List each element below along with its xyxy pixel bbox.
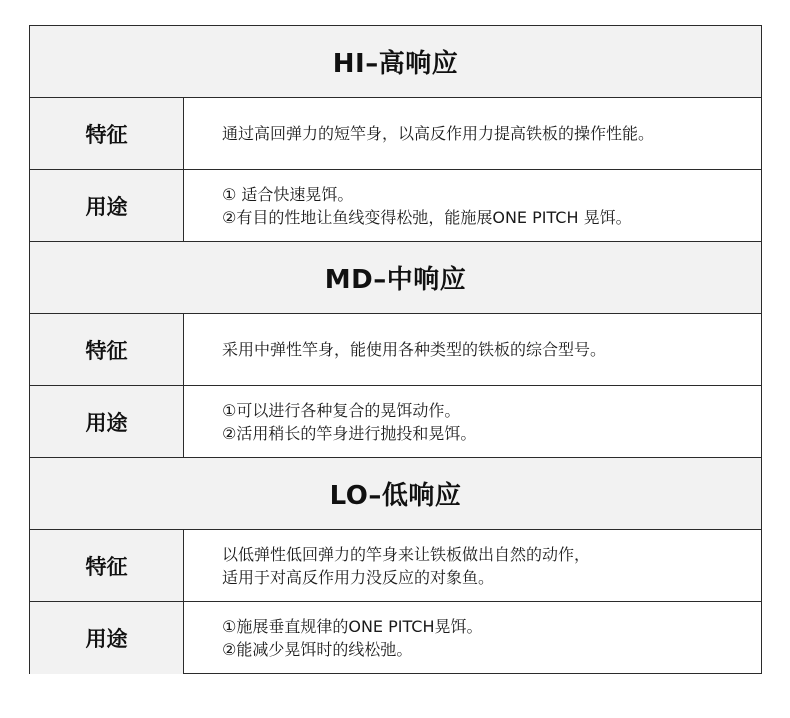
usage-row-hi [30,170,761,242]
section-title-row-md [30,242,761,314]
feature-text-line: 通过高回弹力的短竿身，以高反作用力提高铁板的操作性能。 [222,124,655,143]
feature-row-hi [30,98,761,170]
usage-text-line: ②能减少晃饵时的线松弛。 [222,640,413,659]
feature-content-cell [184,98,761,169]
usage-content-cell [184,386,761,457]
section-title-md: MD–中响应 [324,265,467,295]
usage-row-lo [30,602,761,674]
section-title-row-hi [30,26,761,98]
feature-content-cell [184,314,761,385]
usage-label: 用途 [85,410,128,435]
feature-content-cell [184,530,761,601]
usage-label-cell [30,386,184,457]
usage-label-cell [30,170,184,241]
usage-text-line: ②活用稍长的竿身进行抛投和晃饵。 [222,423,477,443]
section-title-row-lo [30,458,761,530]
feature-label: 特征 [85,554,128,579]
feature-row-lo [30,530,761,602]
section-title-lo: LO–低响应 [329,481,462,511]
feature-text-line: 以低弹性低回弹力的竿身来让铁板做出自然的动作， [222,544,591,564]
feature-label-cell [30,98,184,169]
usage-content-cell [184,602,761,674]
usage-label: 用途 [85,627,128,651]
usage-text-line: ①施展垂直规律的ONE PITCH晃饵。 [222,617,483,636]
usage-text-line: ①可以进行各种复合的晃饵动作。 [222,400,461,420]
feature-label: 特征 [85,338,128,363]
usage-text-line: ① 适合快速晃饵。 [222,184,354,204]
feature-text-line: 适用于对高反作用力没反应的对象鱼。 [222,567,495,587]
usage-text-line: ②有目的性地让鱼线变得松弛，能施展ONE PITCH 晃饵。 [222,207,632,227]
section-title-hi: HI–高响应 [332,49,459,79]
usage-content-cell [184,170,761,241]
feature-label-cell [30,314,184,385]
usage-label-cell [30,602,184,674]
usage-label: 用途 [85,194,128,219]
response-spec-table [29,25,762,674]
usage-row-md [30,386,761,458]
feature-label-cell [30,530,184,601]
feature-row-md [30,314,761,386]
feature-label: 特征 [85,122,128,147]
feature-text-line: 采用中弹性竿身，能使用各种类型的铁板的综合型号。 [222,340,607,359]
